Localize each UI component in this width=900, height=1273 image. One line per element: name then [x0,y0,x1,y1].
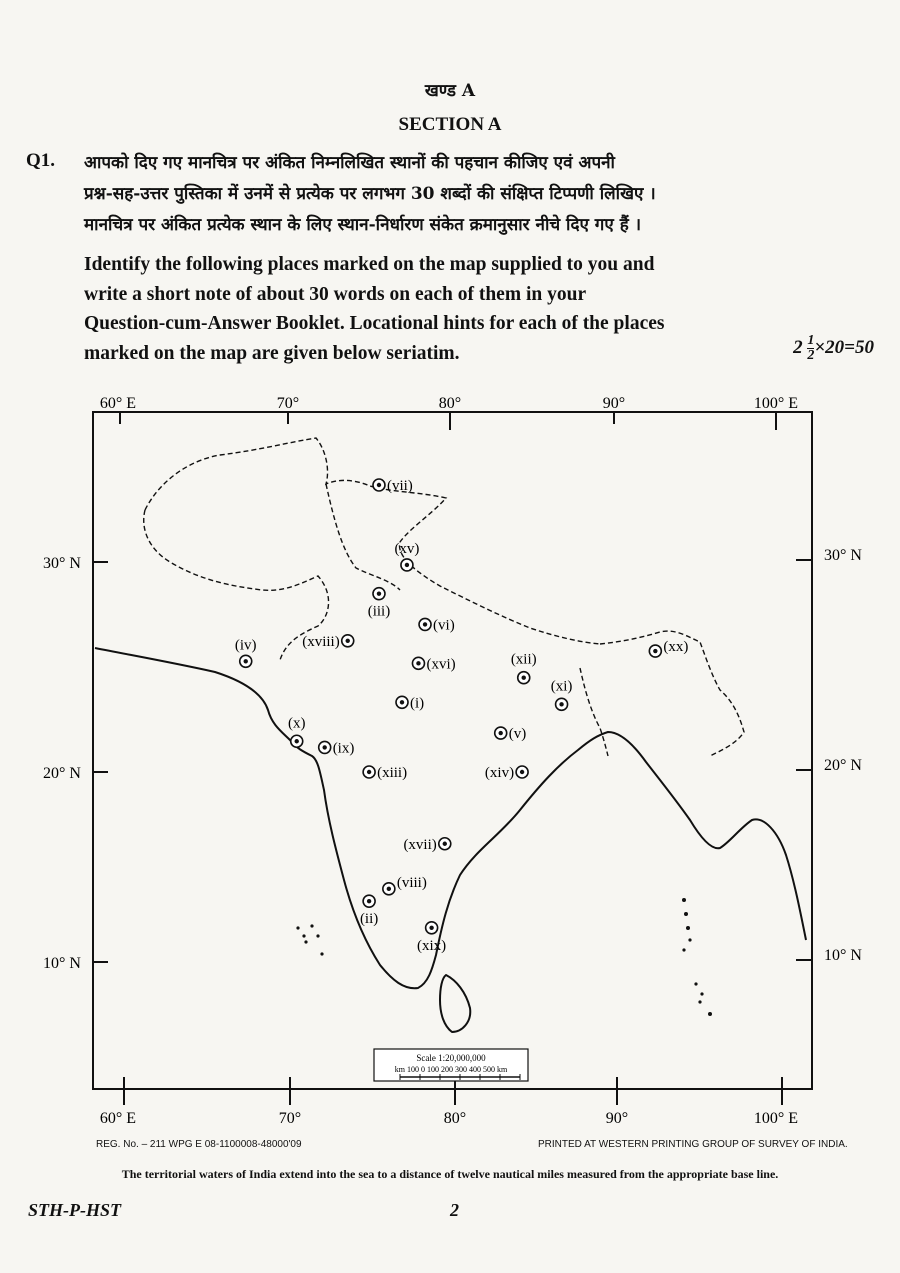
section-heading-english: SECTION A [398,114,502,135]
marker-dot [387,887,391,891]
marker-dot [559,702,563,706]
place-marker [368,588,391,620]
marker-dot [522,676,526,680]
scale-title: Scale 1:20,000,000 [416,1053,486,1063]
marker-label: (xv) [394,540,420,557]
place-marker [319,740,355,756]
place-marker [551,678,573,710]
marker-label: (xx) [663,639,689,656]
place-marker [495,726,526,742]
latitude-axes [43,547,862,972]
marker-label: (xviii) [302,633,340,650]
marker-dot [346,639,350,643]
coastline [95,648,806,1032]
english-line: Question-cum-Answer Booklet. Locational hints for each of the places [84,313,665,334]
marker-dot [416,661,420,665]
question-number: Q1. [26,150,56,171]
page-number: 2 [450,1200,459,1220]
marker-label: (viii) [396,874,427,891]
lon-label-top: 90° [602,395,626,412]
marker-dot [244,659,248,663]
marker-label: (vi) [433,617,455,634]
place-marker [511,652,537,684]
marker-label: (vii) [386,478,413,494]
marker-dot [520,770,524,774]
marker-dot [429,926,433,930]
place-marker [649,639,688,657]
place-marker [360,895,378,927]
lat-label-right: 10° N [824,947,862,964]
lon-label-top: 100° E [753,395,799,412]
place-marker [412,656,455,672]
marker-label: (v) [508,726,527,743]
lat-label-left: 10° N [43,955,81,972]
map-figure [0,380,900,1140]
marker-label: (xii) [510,651,537,668]
place-marker [383,875,427,895]
english-line: marked on the map are given below seriatim. [84,342,460,364]
scale-units: km 100 0 100 200 300 400 500 km [394,1065,508,1074]
place-marker [485,765,528,781]
place-marker [403,837,450,853]
territorial-waters-note: The territorial waters of India extend into the sea to a distance of twelve nautical miles measured from the appropriate base line. [121,1167,779,1181]
marker-dot [295,739,299,743]
lon-label-bottom: 80° [443,1110,467,1127]
lon-label-top: 60° E [99,395,137,412]
bottom-longitude-axis [100,1077,798,1127]
marker-dot [367,899,371,903]
hindi-line: मानचित्र पर अंकित प्रत्येक स्थान के लिए स्थान-निर्धारण संकेत क्रमानुसार नीचे दिए गए हैं । [84,215,642,235]
marker-dot [423,622,427,626]
place-marker [302,634,354,650]
paper-code: STH-P-HST [28,1200,121,1220]
lat-label-right: 30° N [824,547,862,564]
english-line: write a short note of about 30 words on each of them in your [84,283,587,305]
lon-label-bottom: 100° E [753,1110,799,1127]
marker-label: (xvii) [403,836,437,853]
lon-label-top: 70° [276,395,300,412]
lon-label-top: 80° [438,395,462,412]
english-line: Identify the following places marked on the map supplied to you and [84,254,655,275]
place-marker [235,637,257,667]
marker-label: (xiii) [377,765,408,781]
marker-label: (xvi) [426,656,456,673]
marker-dot [377,591,381,595]
lon-label-bottom: 60° E [99,1110,137,1127]
marker-dot [653,649,657,653]
marker-label: (xi) [550,678,573,695]
marker-label: (xix) [417,937,447,954]
marker-label: (ix) [332,740,355,757]
marks-numerator: 1 [807,333,815,348]
registration-number: REG. No. – 211 WPG E 08-1100008-48000'09 [96,1139,302,1150]
marker-dot [322,745,326,749]
place-marker [288,715,306,747]
islands [296,898,712,1016]
scale-bar [374,1049,528,1081]
question-text-english [84,250,840,368]
marker-label: (x) [287,715,306,732]
marker-label: (iii) [367,603,391,620]
marker-dot [367,770,371,774]
lon-label-bottom: 90° [605,1110,629,1127]
printer-credit: PRINTED AT WESTERN PRINTING GROUP OF SURVEY OF INDIA. [538,1139,848,1150]
map-frame [93,412,812,1089]
lon-label-bottom: 70° [278,1110,302,1127]
marker-label: (i) [410,695,425,712]
marker-label: (iv) [234,637,257,654]
place-marker [373,478,413,494]
place-marker [396,695,424,711]
political-boundaries [144,438,744,756]
marks-allocation [793,334,874,363]
lat-label-right: 20° N [824,757,862,774]
place-marker [419,617,455,633]
place-marker [363,765,407,781]
marker-dot [405,563,409,567]
marker-dot [499,731,503,735]
lat-label-left: 20° N [43,765,81,782]
marker-label: (ii) [359,911,379,928]
marker-label: (xiv) [484,765,515,781]
hindi-line: प्रश्न-सह-उत्तर पुस्तिका में उनमें से प्रत्येक पर लगभग 30 शब्दों की संक्षिप्त टिप्पणी लिखिए । [84,184,656,204]
section-heading-hindi: खण्ड A [424,81,476,101]
marks-rest: ×20=50 [814,336,874,358]
hindi-line: आपको दिए गए मानचित्र पर अंकित निम्नलिखित स्थानों की पहचान कीजिए एवं अपनी [84,153,615,173]
lat-label-left: 30° N [43,555,81,572]
marker-dot [400,700,404,704]
marker-dot [443,842,447,846]
map-markers [235,478,688,954]
marker-dot [377,483,381,487]
marks-denominator: 2 [807,348,815,363]
place-marker [394,541,419,571]
marks-whole: 2 [793,336,803,358]
question-text-hindi [84,148,840,241]
